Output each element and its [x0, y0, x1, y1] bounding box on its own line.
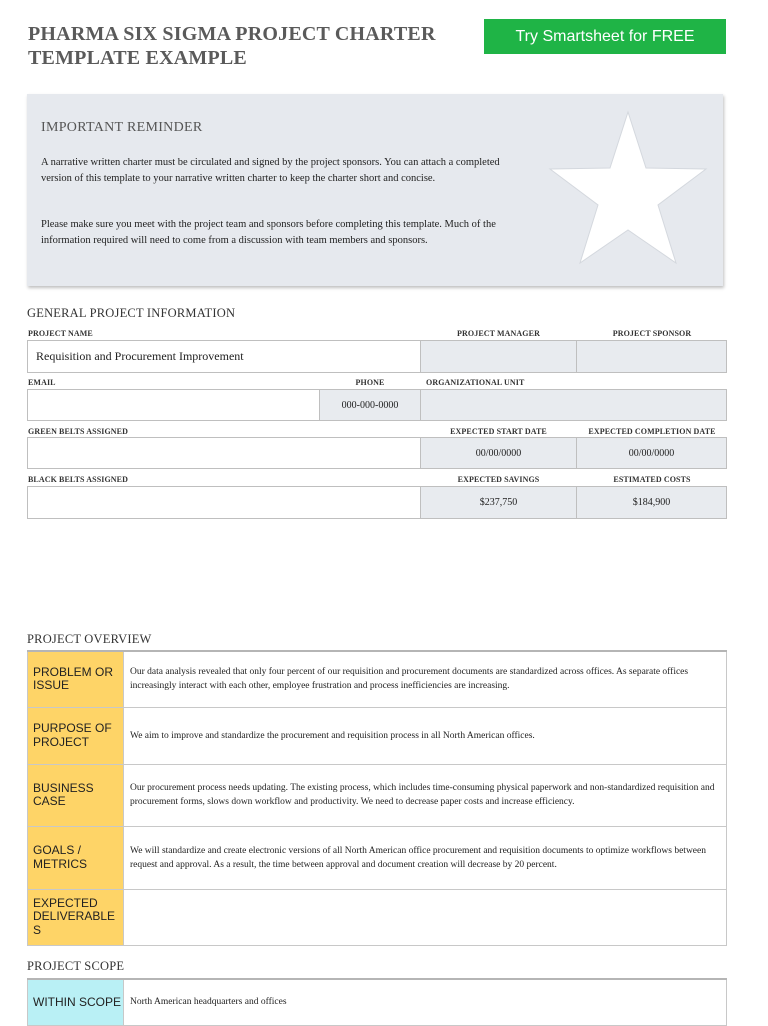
project-sponsor-label: PROJECT SPONSOR	[612, 329, 692, 338]
project-overview-table	[27, 650, 727, 946]
overview-text-deliverables[interactable]	[124, 889, 727, 945]
phone-field[interactable]: 000-000-0000	[319, 389, 421, 421]
overview-text-goals[interactable]: We will standardize and create electronic versions of all North American office procurement and requisition documents to optimize workflows between request and approval. As a result, the time between approval and document creation will decrease by 20 percent.	[124, 826, 727, 889]
try-smartsheet-button[interactable]: Try Smartsheet for FREE	[484, 19, 726, 54]
project-scope-title: PROJECT SCOPE	[27, 959, 125, 973]
project-name-field[interactable]: Requisition and Procurement Improvement	[27, 340, 421, 373]
org-unit-field[interactable]	[420, 389, 727, 421]
overview-label-purpose: PURPOSE OF PROJECT	[28, 707, 124, 764]
email-field[interactable]	[27, 389, 320, 421]
overview-text-business-case[interactable]: Our procurement process needs updating. The existing process, which includes time-consuming physical paperwork and non-standardized requisition and procurement forms, slows down workflow and productivity. We need to decrease paper costs and increase efficiency.	[124, 764, 727, 826]
overview-label-business-case: BUSINESS CASE	[28, 764, 124, 826]
costs-label: ESTIMATED COSTS	[613, 475, 691, 484]
completion-date-label: EXPECTED COMPLETION DATE	[588, 427, 716, 436]
costs-field[interactable]: $184,900	[576, 486, 727, 519]
overview-text-purpose[interactable]: We aim to improve and standardize the procurement and requisition process in all North American offices.	[124, 707, 727, 764]
green-belts-label: GREEN BELTS ASSIGNED	[28, 427, 128, 436]
reminder-paragraph-2: Please make sure you meet with the project team and sponsors before completing this template. Much of the information required will need to come from a discussion with team members and sponsors.	[41, 219, 496, 246]
scope-text-within[interactable]: North American headquarters and offices	[124, 979, 727, 1025]
page-title-line2: TEMPLATE EXAMPLE	[28, 47, 247, 69]
overview-label-goals: GOALS / METRICS	[28, 826, 124, 889]
overview-label-deliverables: EXPECTED DELIVERABLE S	[28, 889, 124, 945]
general-info-title: GENERAL PROJECT INFORMATION	[27, 306, 236, 320]
start-date-field[interactable]: 00/00/0000	[420, 437, 577, 469]
project-overview-title: PROJECT OVERVIEW	[27, 632, 152, 646]
org-unit-label: ORGANIZATIONAL UNIT	[426, 378, 525, 387]
project-name-label: PROJECT NAME	[28, 329, 93, 338]
star-icon	[548, 110, 708, 270]
email-label: EMAIL	[28, 378, 56, 387]
black-belts-field[interactable]	[27, 486, 421, 519]
overview-row-deliverables	[28, 889, 727, 945]
scope-row-within	[28, 979, 727, 1025]
overview-row-goals	[28, 826, 727, 889]
project-manager-field[interactable]	[420, 340, 577, 373]
page-title	[28, 22, 478, 70]
green-belts-field[interactable]	[27, 437, 421, 469]
overview-row-problem	[28, 651, 727, 707]
overview-text-problem[interactable]: Our data analysis revealed that only four percent of our requisition and procurement documents are standardized across offices. As separate offices increasingly interact with each other, employee frustration and process inefficiencies are increasing.	[124, 651, 727, 707]
project-scope-table	[27, 978, 727, 1026]
savings-label: EXPECTED SAVINGS	[457, 475, 540, 484]
scope-label-within: WITHIN SCOPE	[28, 979, 124, 1025]
start-date-label: EXPECTED START DATE	[450, 427, 547, 436]
phone-label: PHONE	[355, 378, 385, 387]
reminder-heading: IMPORTANT REMINDER	[41, 120, 203, 135]
important-reminder-box	[27, 94, 723, 286]
reminder-paragraph-1: A narrative written charter must be circulated and signed by the project sponsors. You can attach a completed version of this template to your narrative written charter to keep the charter short and concise.	[41, 157, 500, 184]
overview-row-purpose	[28, 707, 727, 764]
overview-row-business-case	[28, 764, 727, 826]
overview-label-problem: PROBLEM OR ISSUE	[28, 651, 124, 707]
savings-field[interactable]: $237,750	[420, 486, 577, 519]
black-belts-label: BLACK BELTS ASSIGNED	[28, 475, 128, 484]
project-manager-label: PROJECT MANAGER	[457, 329, 540, 338]
completion-date-field[interactable]: 00/00/0000	[576, 437, 727, 469]
page-title-line1: PHARMA SIX SIGMA PROJECT CHARTER	[28, 23, 436, 45]
project-sponsor-field[interactable]	[576, 340, 727, 373]
